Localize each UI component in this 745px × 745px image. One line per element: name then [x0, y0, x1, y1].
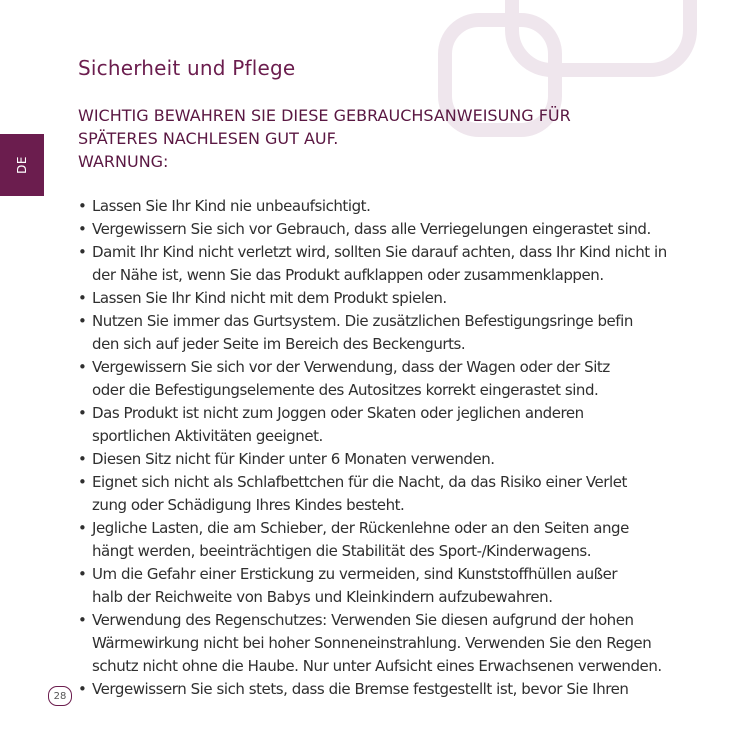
- warning-heading: [78, 104, 571, 173]
- bullet-icon: •: [78, 404, 87, 422]
- warning-item: [78, 310, 693, 356]
- warning-item-text: [92, 402, 693, 448]
- warning-item-line: Eignet sich nicht als Schlafbettchen für die Nacht, da das Risiko einer Verlet: [92, 473, 627, 491]
- warning-item-text: [92, 356, 693, 402]
- bullet-icon: •: [78, 312, 87, 330]
- warning-item-text: [92, 287, 693, 310]
- warning-item-line: Vergewissern Sie sich stets, dass die Bremse festgestellt ist, bevor Sie Ihren: [92, 680, 629, 698]
- bullet-icon: •: [78, 358, 87, 376]
- language-tab: [0, 134, 44, 196]
- page-number: [48, 686, 72, 706]
- warning-item-line: oder die Befestigungselemente des Autositzes korrekt eingerastet sind.: [92, 381, 599, 399]
- warning-item-text: [92, 563, 693, 609]
- warning-item: [78, 195, 693, 218]
- bullet-icon: •: [78, 197, 87, 215]
- warning-item: [78, 287, 693, 310]
- warning-item-line: Jegliche Lasten, die am Schieber, der Rückenlehne oder an den Seiten ange: [92, 519, 629, 537]
- heading-line: SPÄTERES NACHLESEN GUT AUF.: [78, 129, 339, 148]
- warning-item-text: [92, 310, 693, 356]
- warning-item-line: zung oder Schädigung Ihres Kindes besteht.: [92, 496, 405, 514]
- warning-item: [78, 448, 693, 471]
- language-tab-label: DE: [14, 156, 29, 174]
- warning-item-text: [92, 448, 693, 471]
- bullet-icon: •: [78, 565, 87, 583]
- warning-item-line: der Nähe ist, wenn Sie das Produkt aufklappen oder zusammenklappen.: [92, 266, 604, 284]
- heading-line: WARNUNG:: [78, 152, 169, 171]
- warning-item: [78, 241, 693, 287]
- warning-item-line: Lassen Sie Ihr Kind nicht mit dem Produkt spielen.: [92, 289, 447, 307]
- bullet-icon: •: [78, 289, 87, 307]
- warning-item-line: Das Produkt ist nicht zum Joggen oder Skaten oder jeglichen anderen: [92, 404, 584, 422]
- heading-line: WICHTIG BEWAHREN SIE DIESE GEBRAUCHSANWEISUNG FÜR: [78, 106, 571, 125]
- page-number-label: 28: [53, 690, 67, 702]
- warning-item: [78, 678, 693, 701]
- warning-item-line: Um die Gefahr einer Erstickung zu vermeiden, sind Kunststoffhüllen außer: [92, 565, 618, 583]
- bullet-icon: •: [78, 680, 87, 698]
- warning-item-line: Damit Ihr Kind nicht verletzt wird, sollten Sie darauf achten, dass Ihr Kind nicht in: [92, 243, 667, 261]
- warning-item: [78, 563, 693, 609]
- warning-item-text: [92, 609, 693, 678]
- warning-item-line: Vergewissern Sie sich vor Gebrauch, dass alle Verriegelungen eingerastet sind.: [92, 220, 651, 238]
- bullet-icon: •: [78, 473, 87, 491]
- warning-item-text: [92, 241, 693, 287]
- bullet-icon: •: [78, 519, 87, 537]
- warning-item-text: [92, 678, 693, 701]
- warning-item-line: Vergewissern Sie sich vor der Verwendung, dass der Wagen oder der Sitz: [92, 358, 610, 376]
- bullet-icon: •: [78, 611, 87, 629]
- warning-item: [78, 517, 693, 563]
- bullet-icon: •: [78, 220, 87, 238]
- warning-item: [78, 609, 693, 678]
- warning-item-line: Diesen Sitz nicht für Kinder unter 6 Monaten verwenden.: [92, 450, 495, 468]
- warning-item-line: Verwendung des Regenschutzes: Verwenden Sie diesen aufgrund der hohen: [92, 611, 634, 629]
- warning-item: [78, 402, 693, 448]
- warning-item: [78, 218, 693, 241]
- warning-item: [78, 356, 693, 402]
- warning-item: [78, 471, 693, 517]
- warning-item-text: [92, 195, 693, 218]
- warning-item-line: Lassen Sie Ihr Kind nie unbeaufsichtigt.: [92, 197, 371, 215]
- warning-item-line: Wärmewirkung nicht bei hoher Sonneneinstrahlung. Verwenden Sie den Regen: [92, 634, 652, 652]
- section-title: Sicherheit und Pflege: [78, 56, 296, 80]
- warning-item-text: [92, 218, 693, 241]
- warning-item-line: hängt werden, beeinträchtigen die Stabilität des Sport-/Kinderwagens.: [92, 542, 592, 560]
- warning-item-text: [92, 471, 693, 517]
- warning-item-line: sportlichen Aktivitäten geeignet.: [92, 427, 323, 445]
- warning-item-line: halb der Reichweite von Babys und Kleinkindern aufzubewahren.: [92, 588, 553, 606]
- bullet-icon: •: [78, 243, 87, 261]
- warning-item-line: Nutzen Sie immer das Gurtsystem. Die zusätzlichen Befestigungsringe befin: [92, 312, 633, 330]
- bullet-icon: •: [78, 450, 87, 468]
- warning-item-line: schutz nicht ohne die Haube. Nur unter Aufsicht eines Erwachsenen verwenden.: [92, 657, 662, 675]
- warning-item-text: [92, 517, 693, 563]
- warning-list: [78, 195, 693, 701]
- warning-item-line: den sich auf jeder Seite im Bereich des Beckengurts.: [92, 335, 466, 353]
